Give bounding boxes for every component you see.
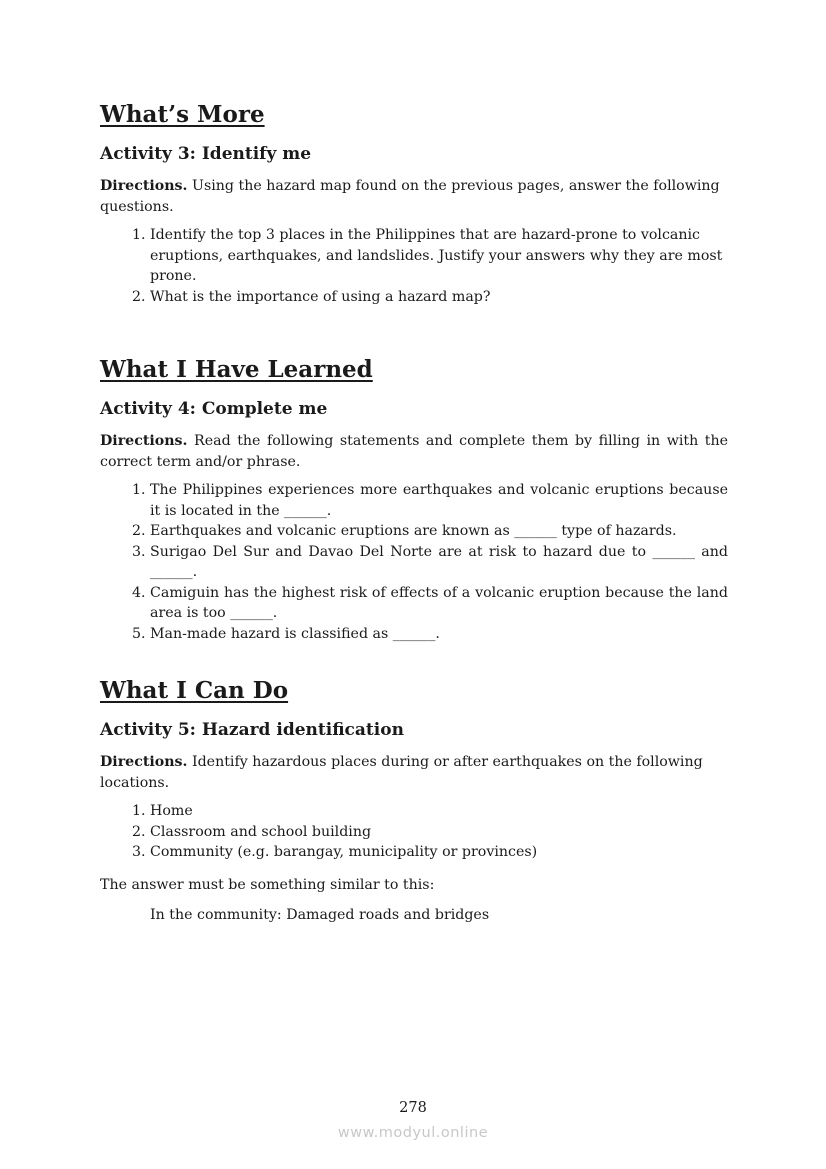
list-item: 1. Identify the top 3 places in the Philippines that are hazard-prone to volcanic eruptions, earthquakes, and landslides. Justify your answers why they are most prone. — [150, 225, 728, 287]
list-item: 3. Community (e.g. barangay, municipality or provinces) — [150, 842, 728, 863]
section-what-i-have-learned — [100, 353, 728, 644]
directions — [100, 431, 728, 472]
activity-title: Activity 4: Complete me — [100, 399, 328, 419]
section-what-i-can-do — [100, 674, 728, 926]
list-item: 1. The Philippines experiences more earthquakes and volcanic eruptions because it is located in the ______. — [150, 480, 728, 521]
statement-list — [100, 480, 728, 644]
list-item: 2. What is the importance of using a hazard map? — [150, 287, 728, 308]
location-list — [100, 801, 728, 863]
list-item: 5. Man-made hazard is classified as ______. — [150, 624, 728, 645]
answer-example: In the community: Damaged roads and bridges — [150, 907, 490, 923]
directions-label: Directions. — [100, 178, 188, 194]
document-page — [100, 98, 728, 926]
section-whats-more — [100, 98, 728, 307]
section-title: What’s More — [100, 101, 265, 128]
directions — [100, 176, 728, 217]
list-item: 2. Classroom and school building — [150, 822, 728, 843]
section-title: What I Can Do — [100, 677, 289, 704]
page-number: 278 — [399, 1100, 427, 1116]
activity-title: Activity 3: Identify me — [100, 144, 312, 164]
answer-intro: The answer must be something similar to this: — [100, 876, 435, 893]
question-list — [100, 225, 728, 307]
section-title: What I Have Learned — [100, 356, 373, 383]
watermark: www.modyul.online — [337, 1125, 489, 1141]
list-item: 4. Camiguin has the highest risk of effects of a volcanic eruption because the land area is too ______. — [150, 583, 728, 624]
directions-text: Read the following statements and complete them by filling in with the correct term and/or phrase. — [100, 433, 728, 470]
directions-label: Directions. — [100, 433, 188, 449]
directions-text: Using the hazard map found on the previous pages, answer the following questions. — [100, 178, 720, 215]
directions-text: Identify hazardous places during or after earthquakes on the following locations. — [100, 754, 703, 791]
directions-label: Directions. — [100, 754, 188, 770]
list-item: 3. Surigao Del Sur and Davao Del Norte are at risk to hazard due to ______ and ______. — [150, 542, 728, 583]
directions — [100, 752, 728, 793]
list-item: 1. Home — [150, 801, 728, 822]
activity-title: Activity 5: Hazard identification — [100, 720, 404, 740]
list-item: 2. Earthquakes and volcanic eruptions are known as ______ type of hazards. — [150, 521, 728, 542]
